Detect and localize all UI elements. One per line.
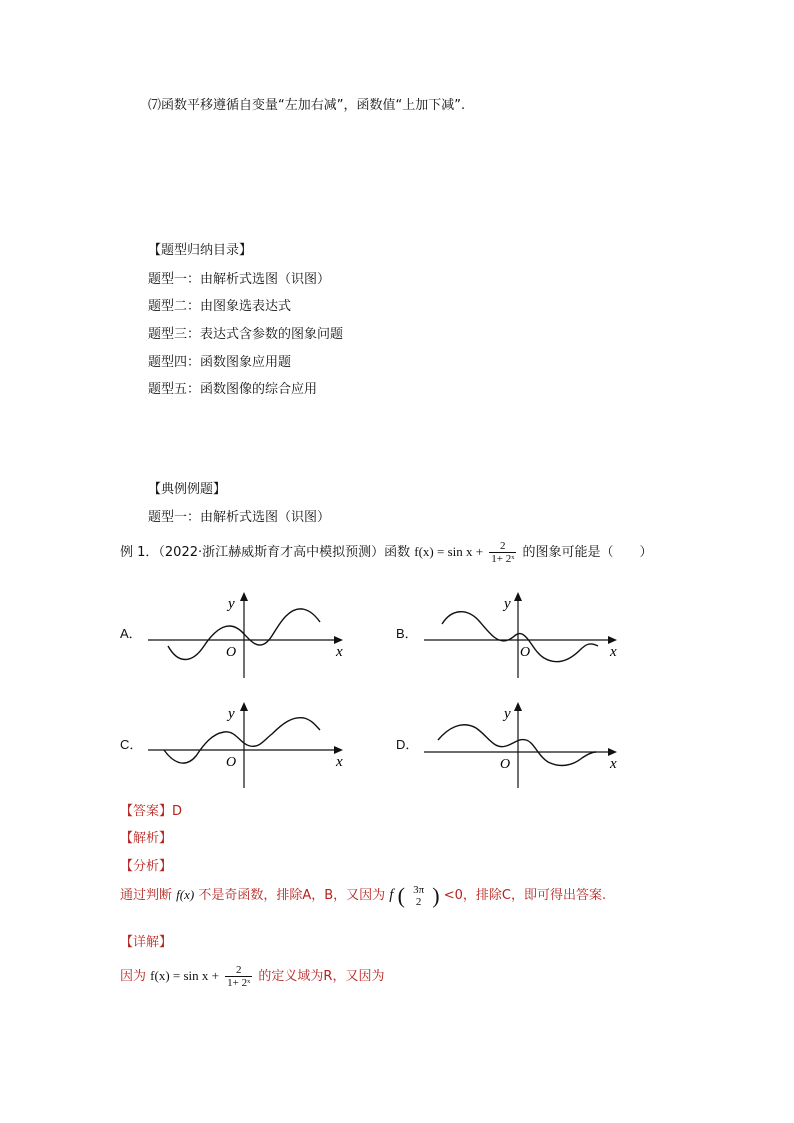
curve-d [438, 725, 596, 766]
example-1-func: f(x) = sin x + [414, 544, 484, 559]
origin-label: O [226, 645, 237, 660]
answer-line: 【答案】D [120, 804, 183, 819]
detail-part2: 的定义域为R，又因为 [258, 969, 385, 984]
catalog-item-5: 题型五：函数图像的综合应用 [148, 382, 318, 397]
catalog-item-3: 题型三：表达式含参数的图象问题 [148, 327, 344, 342]
right-paren: ) [432, 882, 440, 908]
analysis-frac-den: 2 [415, 895, 422, 908]
fenxi-heading: 【分析】 [120, 859, 173, 874]
catalog-title: 【题型归纳目录】 [148, 243, 253, 258]
x-label: x [336, 754, 343, 770]
x-label: x [610, 756, 617, 772]
option-d-graph [418, 698, 638, 790]
left-paren: ( [397, 882, 405, 908]
option-c-label: C． [120, 737, 143, 752]
x-axis-arrow [334, 636, 343, 644]
x-axis-arrow [334, 746, 343, 754]
detail-fx: f(x) = sin x + [150, 968, 219, 983]
detail-frac-den: 1+ 2ˣ [227, 977, 251, 989]
examples-title: 【典例例题】 [148, 482, 227, 497]
origin-label: O [500, 757, 511, 772]
analysis-part3: <0，排除C，即可得出答案. [443, 888, 607, 903]
option-b-graph [418, 588, 638, 680]
catalog-item-1: 题型一：由解析式选图（识图） [148, 272, 331, 287]
y-label: y [504, 596, 511, 612]
y-label: y [228, 706, 235, 722]
analysis-fx: f(x) [176, 887, 195, 902]
type1-heading: 题型一：由解析式选图（识图） [148, 510, 331, 525]
example-1-frac-num: 2 [500, 540, 506, 552]
y-axis-arrow [514, 702, 522, 711]
analysis-part1: 通过判断 [120, 888, 173, 903]
option-d-label: D． [396, 737, 419, 752]
origin-label: O [226, 755, 237, 770]
analysis-text [120, 872, 606, 919]
y-label: y [228, 596, 235, 612]
option-b-label: B． [396, 626, 418, 641]
analysis-frac-num: 3π [413, 883, 425, 896]
catalog-item-4: 题型四：函数图象应用题 [148, 355, 292, 370]
note-7: ⑺函数平移遵循自变量“左加右减”，函数值“上加下减”. [148, 98, 466, 113]
detail-text [120, 956, 384, 997]
analysis-f: f [389, 887, 394, 903]
option-a-graph [140, 588, 360, 680]
example-1-prefix: 例 1．（2022·浙江赫威斯育才高中模拟预测）函数 [120, 545, 411, 560]
x-axis-arrow [608, 636, 617, 644]
example-1-question [120, 537, 653, 568]
xiangjie-heading: 【详解】 [120, 935, 173, 950]
example-1-fraction [489, 540, 516, 565]
jiexi-heading: 【解析】 [120, 831, 173, 846]
detail-frac-num: 2 [235, 964, 242, 976]
origin-label: O [520, 645, 531, 660]
y-label: y [504, 706, 511, 722]
catalog-item-2: 题型二：由图象选表达式 [148, 299, 292, 314]
x-axis-arrow [608, 748, 617, 756]
x-label: x [336, 644, 343, 660]
curve-c [164, 718, 320, 763]
analysis-fraction [411, 884, 426, 908]
detail-fraction [225, 964, 252, 989]
analysis-part2: 不是奇函数，排除A，B，又因为 [198, 888, 386, 903]
option-a-label: A． [120, 626, 142, 641]
example-1-frac-den: 1+ 2ˣ [491, 553, 515, 565]
y-axis-arrow [240, 592, 248, 601]
x-label: x [610, 644, 617, 660]
option-c-graph [140, 698, 360, 790]
detail-part1: 因为 [120, 969, 147, 984]
y-axis-arrow [240, 702, 248, 711]
example-1-suffix: 的图象可能是（ ） [522, 545, 653, 560]
y-axis-arrow [514, 592, 522, 601]
